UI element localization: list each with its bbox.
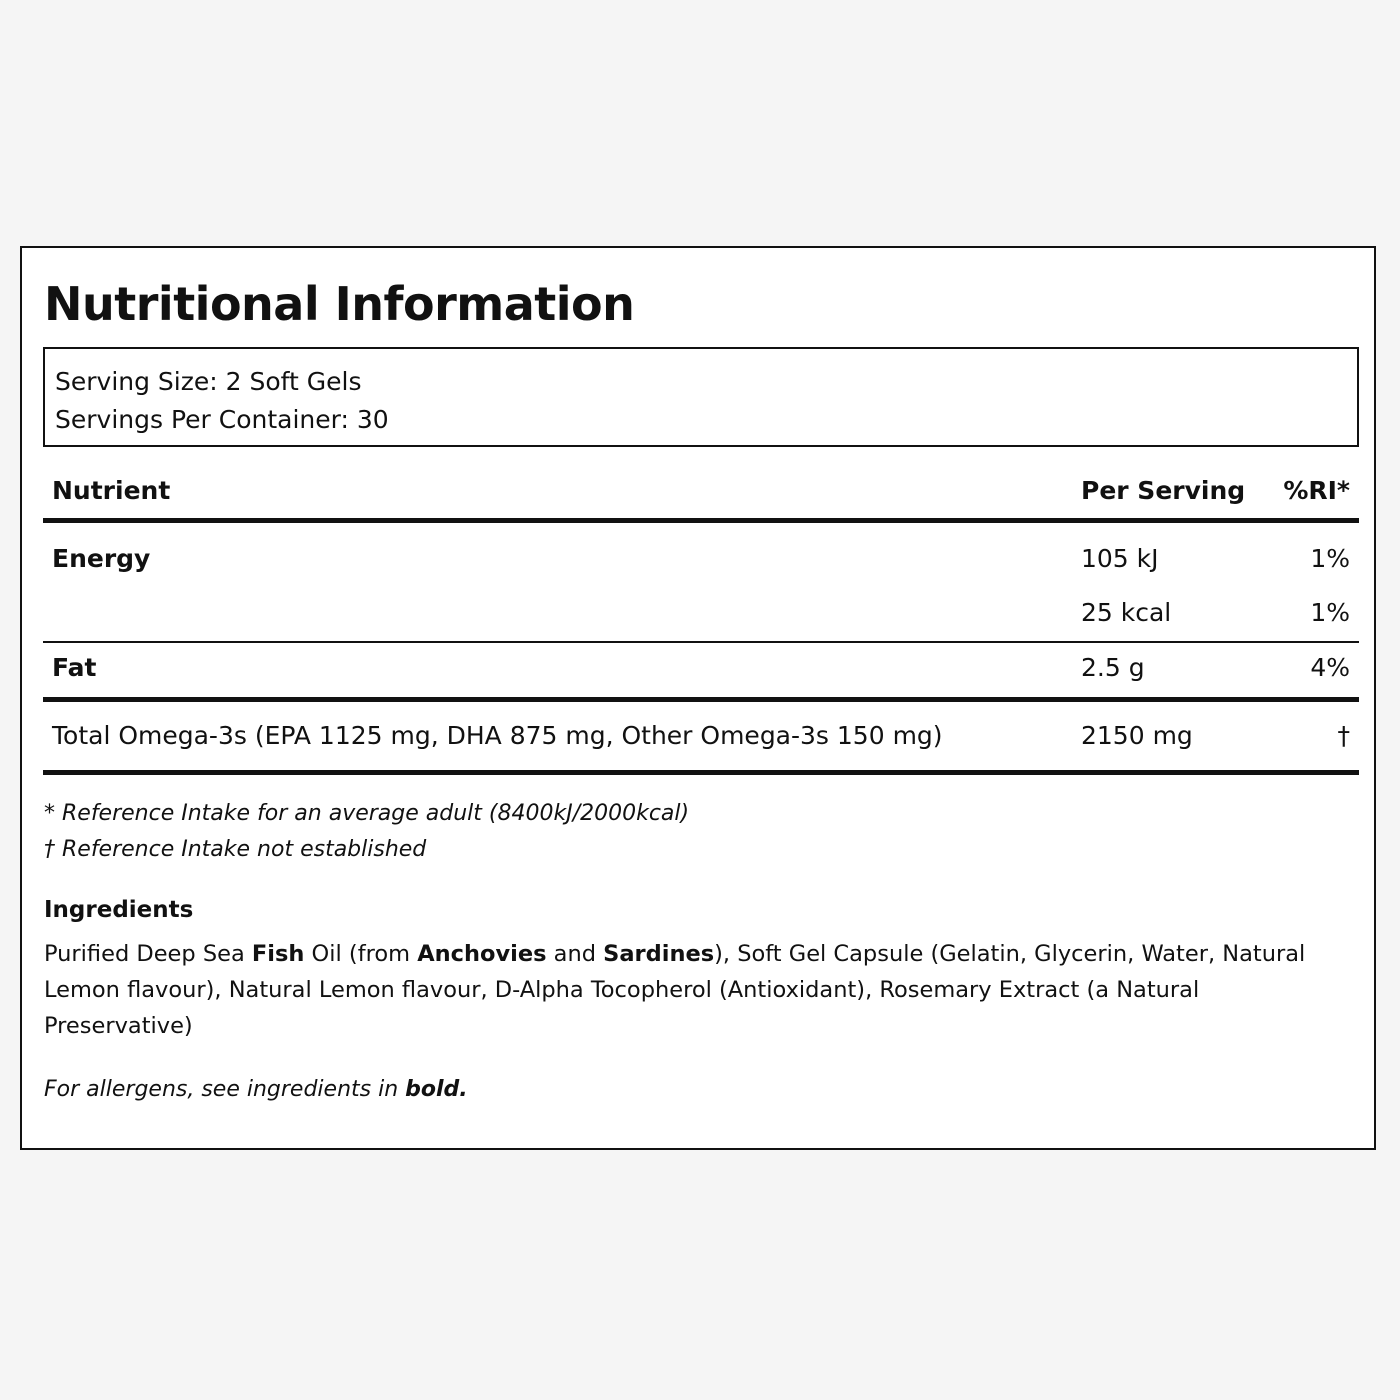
footnotes: [44, 796, 689, 868]
ingredient-segment: Oil (from: [304, 941, 418, 967]
serving-size: Serving Size: 2 Soft Gels: [55, 367, 362, 396]
label-title: Nutritional Information: [44, 277, 635, 331]
footnote-not-established: † Reference Intake not established: [44, 837, 427, 862]
nutrient-name: Energy: [52, 544, 151, 573]
allergen-ingredient: Sardines: [603, 941, 715, 967]
ingredient-segment: Purified Deep Sea: [44, 941, 252, 967]
ri-value: 1%: [1310, 544, 1350, 573]
nutrient-name: Fat: [52, 653, 97, 682]
footnote-reference-intake: * Reference Intake for an average adult (8400kJ/2000kcal): [44, 801, 690, 826]
allergen-ingredient: Fish: [251, 941, 305, 967]
allergen-note: [44, 1072, 468, 1108]
per-serving-value: 105 kJ: [1081, 544, 1159, 573]
table-header-row: [43, 472, 1359, 518]
allergen-ingredient: Anchovies: [417, 941, 547, 967]
ingredient-segment: ), Soft Gel Capsule (Gelatin, Glycerin, Water, Natural Lemon flavour), Natural Lemon flavour, D-Alpha Tocopherol (Antioxidant), Rosemary Extract (a Natural Preservative): [44, 941, 1306, 1039]
allergen-note-prefix: For allergens, see ingredients in: [44, 1077, 406, 1102]
table-bottom-rule: [43, 770, 1359, 775]
per-serving-value: 2150 mg: [1081, 721, 1193, 750]
table-row-fat: [43, 643, 1359, 697]
per-serving-value: 25 kcal: [1081, 598, 1172, 627]
ingredient-segment: and: [546, 941, 604, 967]
nutrition-table: [43, 472, 1359, 775]
table-row-omega: [43, 702, 1359, 770]
ri-value: †: [1337, 721, 1350, 750]
serving-info-box: [43, 347, 1359, 447]
header-nutrient: Nutrient: [52, 476, 171, 505]
ri-value: 1%: [1310, 598, 1350, 627]
header-per-serving: Per Serving: [1081, 476, 1246, 505]
header-ri: %RI*: [1283, 476, 1350, 505]
ingredients-heading: Ingredients: [44, 897, 194, 923]
table-row-energy: [43, 523, 1359, 641]
nutrition-label: [20, 246, 1376, 1150]
nutrient-name: Total Omega-3s (EPA 1125 mg, DHA 875 mg, Other Omega-3s 150 mg): [52, 721, 943, 750]
per-serving-value: 2.5 g: [1081, 653, 1145, 682]
ingredients-text: [44, 936, 1334, 1044]
servings-per-container: Servings Per Container: 30: [55, 405, 389, 434]
ri-value: 4%: [1310, 653, 1350, 682]
allergen-note-emphasis: bold.: [405, 1077, 468, 1102]
